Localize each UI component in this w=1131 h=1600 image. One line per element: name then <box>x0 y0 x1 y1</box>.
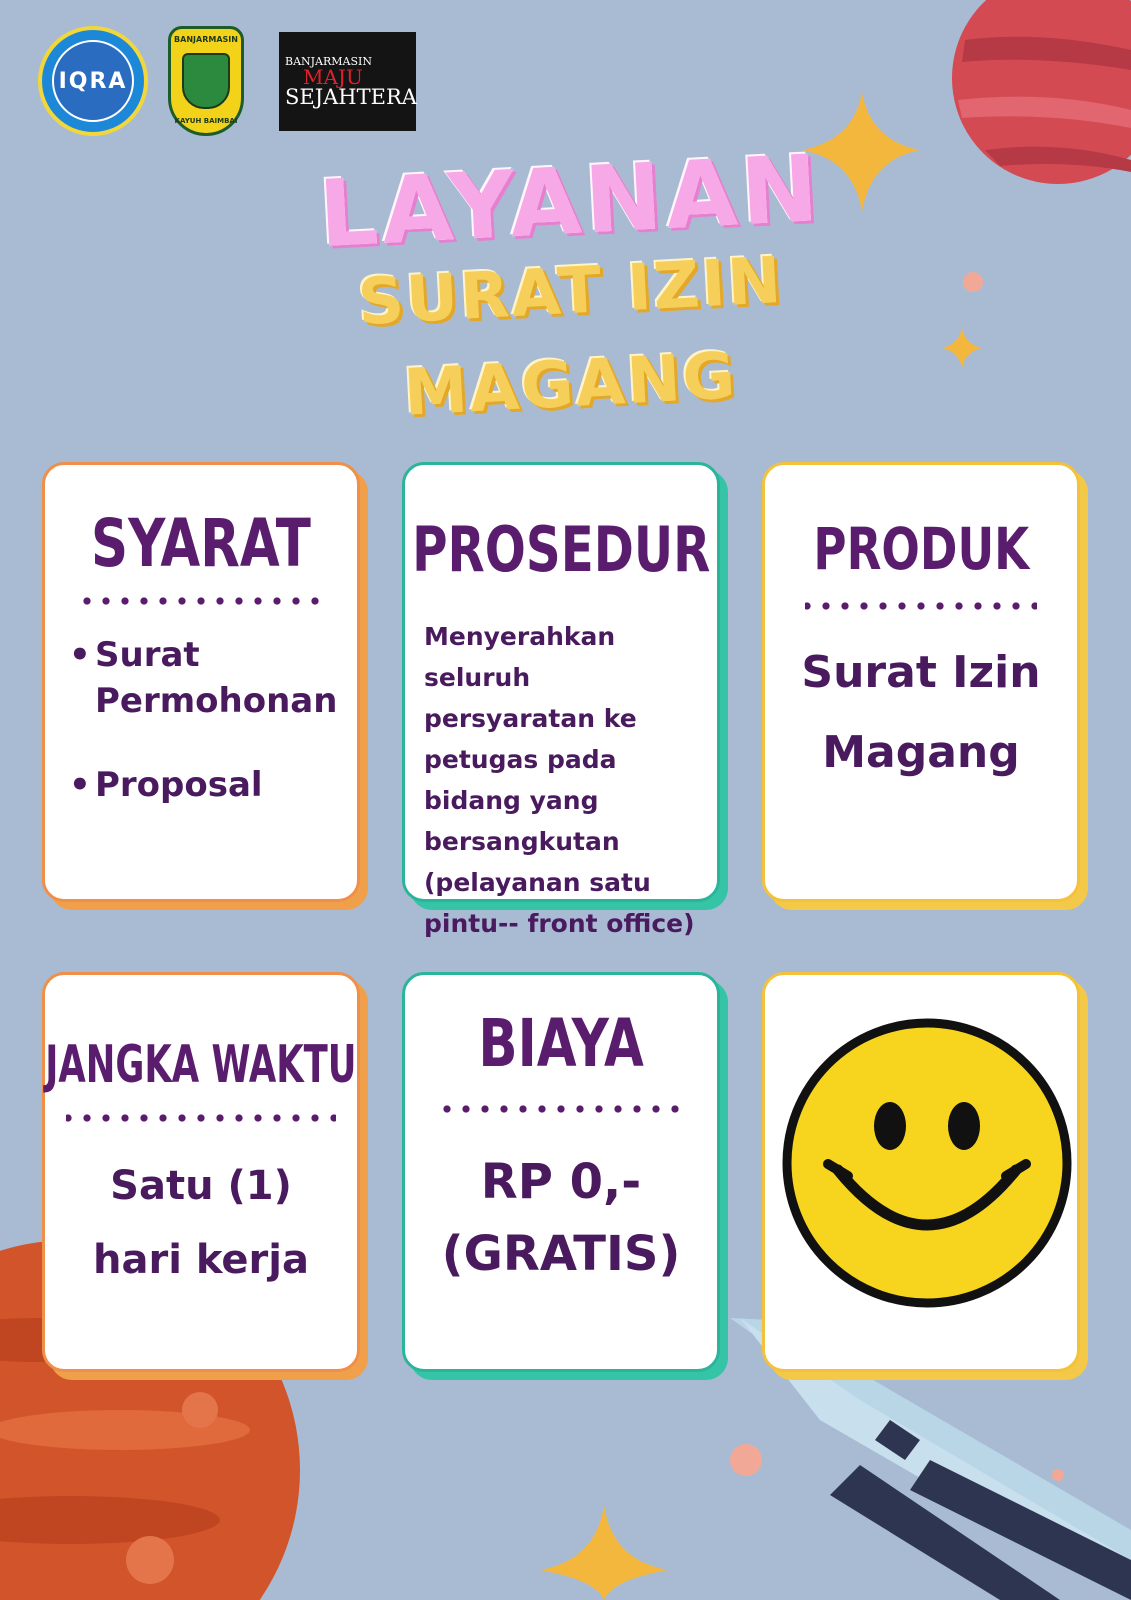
seal-bottom-text: KAYUH BAIMBAI <box>174 117 238 125</box>
title-magang: MAGANG <box>402 339 739 431</box>
card-prosedur <box>402 462 720 938</box>
iqra-logo-text: IQRA <box>58 68 128 94</box>
card-title-prosedur: PROSEDUR <box>411 513 711 586</box>
smiley-face-icon <box>782 1018 1072 1308</box>
jangka-waktu-text: Satu (1) hari kerja <box>93 1163 309 1283</box>
maju-logo-line1: BANJARMASIN <box>285 55 373 68</box>
biaya-amount: RP 0,- <box>480 1154 642 1210</box>
card-title-biaya: BIAYA <box>478 1005 644 1082</box>
iqra-logo-center <box>52 40 134 122</box>
seal-shield <box>182 53 230 109</box>
syarat-item-surat-permohonan: • Surat Permohonan <box>61 632 305 724</box>
dotted-divider <box>805 601 1037 611</box>
produk-text: Surat Izin Magang <box>801 647 1041 778</box>
maju-logo-line2: MAJU <box>303 65 363 89</box>
dotted-divider <box>443 1104 679 1114</box>
card-biaya <box>402 972 720 1372</box>
card-syarat <box>42 462 360 902</box>
card-title-produk: PRODUK <box>813 515 1029 583</box>
biaya-gratis: (GRATIS) <box>441 1226 681 1282</box>
prosedur-text: Menyerahkan seluruh persyaratan ke petugas pada bidang yang bersangkutan (pelayanan satu pintu-- front office) <box>424 622 695 938</box>
iqra-logo <box>38 26 148 136</box>
banjarmasin-city-seal <box>168 26 244 136</box>
title-surat-izin: SURAT IZIN <box>356 243 785 341</box>
card-title-syarat: SYARAT <box>91 505 311 582</box>
dotted-divider <box>66 1113 336 1123</box>
seal-top-text: BANJARMASIN <box>174 35 238 44</box>
maju-sejahtera-logo <box>279 32 416 131</box>
syarat-item-proposal: • Proposal <box>61 762 341 808</box>
title-layanan: LAYANAN <box>316 134 825 269</box>
card-title-jangka-waktu: JANGKA WAKTU <box>45 1035 357 1095</box>
card-jangka-waktu <box>42 972 360 1372</box>
syarat-list <box>61 632 341 808</box>
dotted-divider <box>76 596 326 606</box>
card-produk <box>762 462 1080 902</box>
maju-logo-line3: SEJAHTERA <box>285 85 417 109</box>
